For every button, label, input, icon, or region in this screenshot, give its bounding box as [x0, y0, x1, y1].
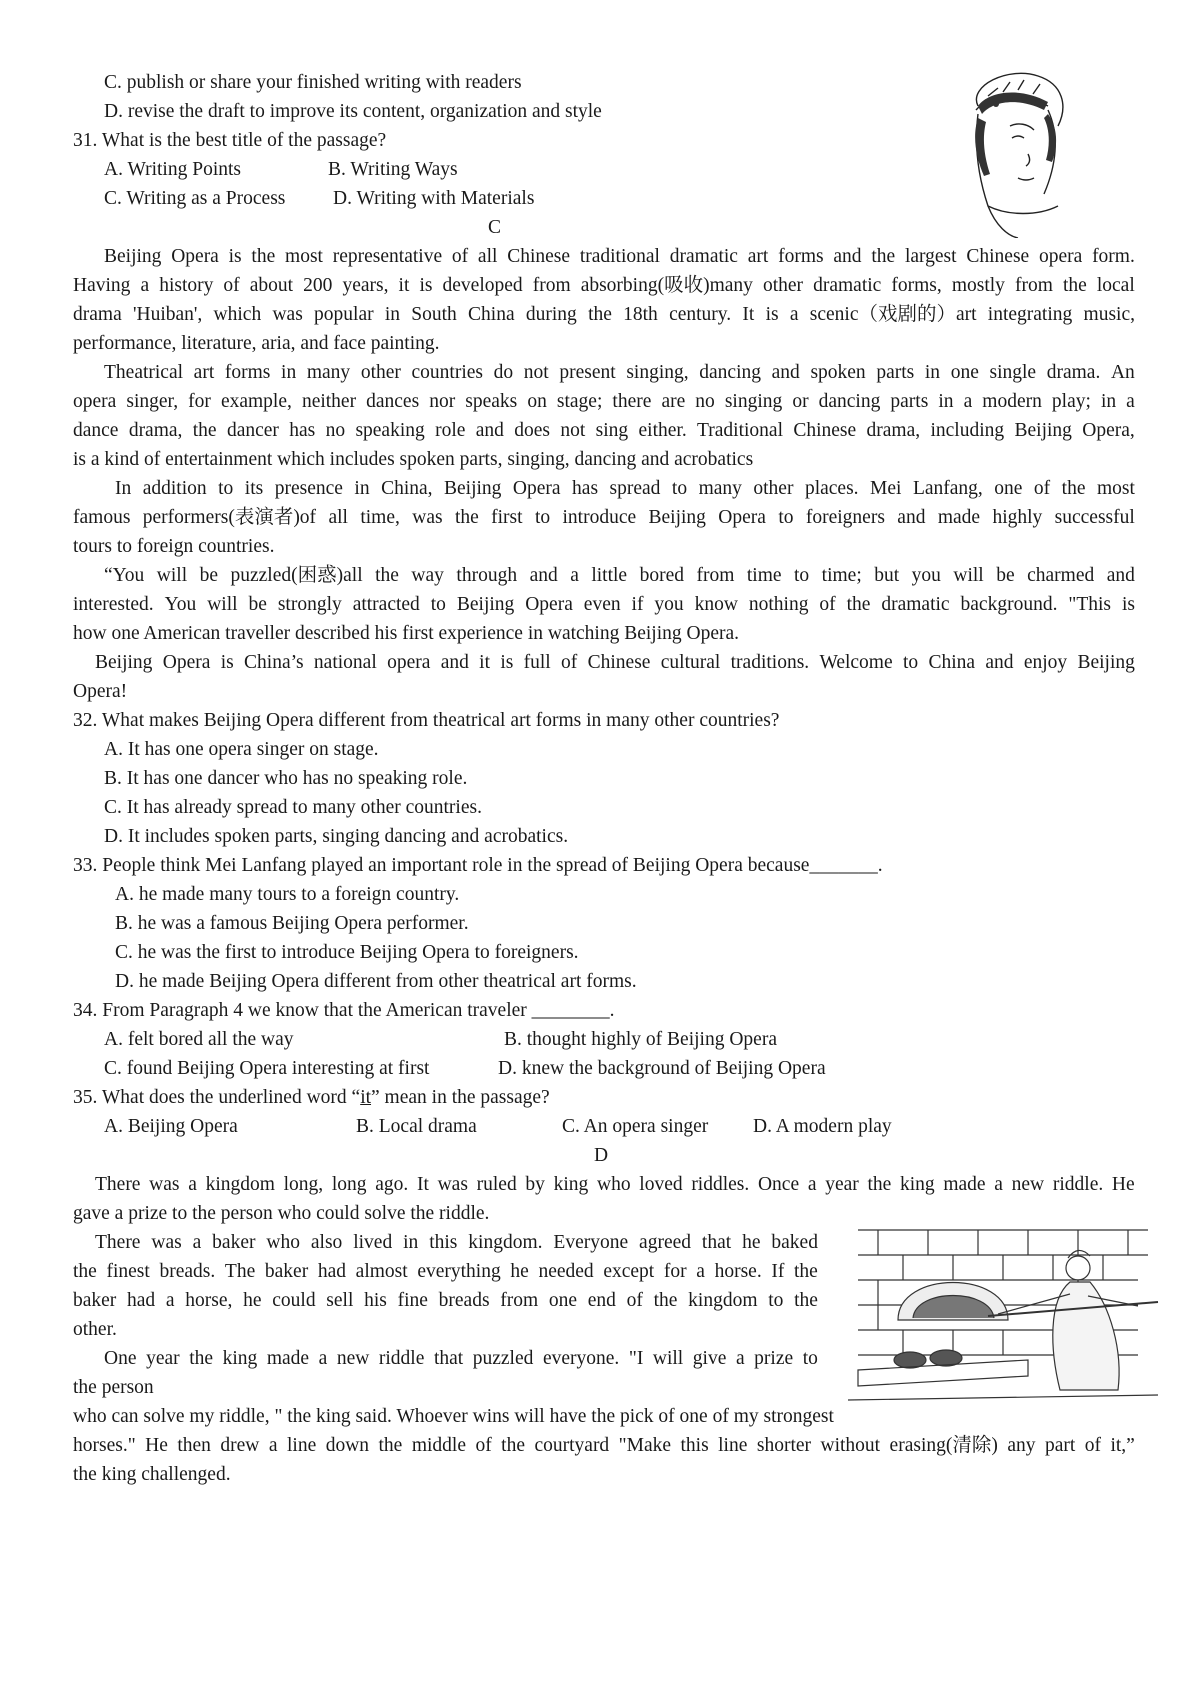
- passage-d-line: gave a prize to the person who could solve the riddle.: [73, 1203, 490, 1224]
- passage-c-line: is a kind of entertainment which includes spoken parts, singing, dancing and acrobatics: [73, 449, 754, 470]
- q33-option-d[interactable]: D. he made Beijing Opera different from other theatrical art forms.: [115, 971, 637, 992]
- underlined-word: it: [360, 1087, 372, 1108]
- q34-option-c[interactable]: C. found Beijing Opera interesting at first: [104, 1058, 430, 1079]
- passage-d-line: the finest breads. The baker had almost everything he needed except for a horse. If the: [73, 1261, 818, 1282]
- passage-d-line: There was a kingdom long, long ago. It was ruled by king who loved riddles. Once a year the king made a new riddle. He: [95, 1174, 1135, 1195]
- q32-option-c[interactable]: C. It has already spread to many other countries.: [104, 797, 482, 818]
- passage-d-label: D: [594, 1145, 609, 1166]
- q35-stem: 35. What does the underlined word “it” mean in the passage?: [73, 1087, 550, 1108]
- baker-oven-illustration: [838, 1210, 1170, 1406]
- q34-option-d[interactable]: D. knew the background of Beijing Opera: [498, 1058, 826, 1079]
- passage-c-line: Beijing Opera is the most representative of all Chinese traditional dramatic art forms and the largest Chinese opera form.: [104, 246, 1135, 267]
- passage-c-line: Having a history of about 200 years, it is developed from absorbing(吸收)many other dramatic forms, mostly from the local: [73, 275, 1135, 296]
- passage-c-line: opera singer, for example, neither dances nor speaks on stage; there are no singing or dancing parts in a modern play; in a: [73, 391, 1135, 412]
- opera-performer-illustration: [948, 66, 1084, 238]
- passage-c-line: Beijing Opera is China’s national opera and it is full of Chinese cultural traditions. Welcome to China and enjoy Beijing: [95, 652, 1135, 673]
- q35-option-d[interactable]: D. A modern play: [753, 1116, 892, 1137]
- passage-d-line: One year the king made a new riddle that puzzled everyone. "I will give a prize to: [104, 1348, 818, 1369]
- q33-option-b[interactable]: B. he was a famous Beijing Opera performer.: [115, 913, 469, 934]
- q31-option-c[interactable]: C. Writing as a Process: [104, 188, 286, 209]
- q31-option-a[interactable]: A. Writing Points: [104, 159, 241, 180]
- passage-d-line: the king challenged.: [73, 1464, 231, 1485]
- passage-c-label: C: [488, 217, 502, 238]
- q31-option-b[interactable]: B. Writing Ways: [328, 159, 458, 180]
- q32-option-a[interactable]: A. It has one opera singer on stage.: [104, 739, 379, 760]
- q33-stem: 33. People think Mei Lanfang played an important role in the spread of Beijing Opera because_______.: [73, 855, 883, 876]
- passage-d-line: the person: [73, 1377, 154, 1398]
- passage-d-line: who can solve my riddle, " the king said. Whoever wins will have the pick of one of my strongest: [73, 1406, 834, 1427]
- passage-d-line: horses." He then drew a line down the middle of the courtyard "Make this line shorter without erasing(清除) any part of it,”: [73, 1435, 1135, 1456]
- q34-stem: 34. From Paragraph 4 we know that the American traveler ________.: [73, 1000, 615, 1021]
- q35-option-a[interactable]: A. Beijing Opera: [104, 1116, 238, 1137]
- passage-c-line: famous performers(表演者)of all time, was the first to introduce Beijing Opera to foreigners and made highly successful: [73, 507, 1135, 528]
- passage-c-line: tours to foreign countries.: [73, 536, 275, 557]
- passage-c-line: Opera!: [73, 681, 128, 702]
- q31-option-d[interactable]: D. Writing with Materials: [333, 188, 535, 209]
- q35-option-c[interactable]: C. An opera singer: [562, 1116, 709, 1137]
- passage-c-line: Theatrical art forms in many other countries do not present singing, dancing and spoken parts in one single drama. An: [104, 362, 1135, 383]
- q32-option-b[interactable]: B. It has one dancer who has no speaking role.: [104, 768, 468, 789]
- passage-c-line: dance drama, the dancer has no speaking role and does not sing either. Traditional Chinese drama, including Beijing Opera,: [73, 420, 1135, 441]
- q30-option-c[interactable]: C. publish or share your finished writing with readers: [104, 72, 522, 93]
- q35-option-b[interactable]: B. Local drama: [356, 1116, 477, 1137]
- q34-option-b[interactable]: B. thought highly of Beijing Opera: [504, 1029, 777, 1050]
- q33-option-c[interactable]: C. he was the first to introduce Beijing Opera to foreigners.: [115, 942, 579, 963]
- passage-d-line: baker had a horse, he could sell his fine breads from one end of the kingdom to the: [73, 1290, 818, 1311]
- q32-stem: 32. What makes Beijing Opera different from theatrical art forms in many other countries?: [73, 710, 780, 731]
- q31-stem: 31. What is the best title of the passage?: [73, 130, 387, 151]
- passage-c-line: performance, literature, aria, and face painting.: [73, 333, 440, 354]
- passage-c-line: “You will be puzzled(困惑)all the way through and a little bored from time to time; but you will be charmed and: [104, 565, 1135, 586]
- passage-c-line: interested. You will be strongly attracted to Beijing Opera even if you know nothing of the dramatic background. "This is: [73, 594, 1135, 615]
- q33-option-a[interactable]: A. he made many tours to a foreign country.: [115, 884, 460, 905]
- q34-option-a[interactable]: A. felt bored all the way: [104, 1029, 294, 1050]
- passage-c-line: drama 'Huiban', which was popular in South China during the 18th century. It is a scenic（戏剧的）art integrating music,: [73, 304, 1135, 325]
- passage-d-line: other.: [73, 1319, 117, 1340]
- passage-c-line: how one American traveller described his first experience in watching Beijing Opera.: [73, 623, 740, 644]
- q30-option-d[interactable]: D. revise the draft to improve its content, organization and style: [104, 101, 602, 122]
- passage-c-line: In addition to its presence in China, Beijing Opera has spread to many other places. Mei Lanfang, one of the most: [115, 478, 1135, 499]
- passage-d-line: There was a baker who also lived in this kingdom. Everyone agreed that he baked: [95, 1232, 818, 1253]
- q32-option-d[interactable]: D. It includes spoken parts, singing dancing and acrobatics.: [104, 826, 569, 847]
